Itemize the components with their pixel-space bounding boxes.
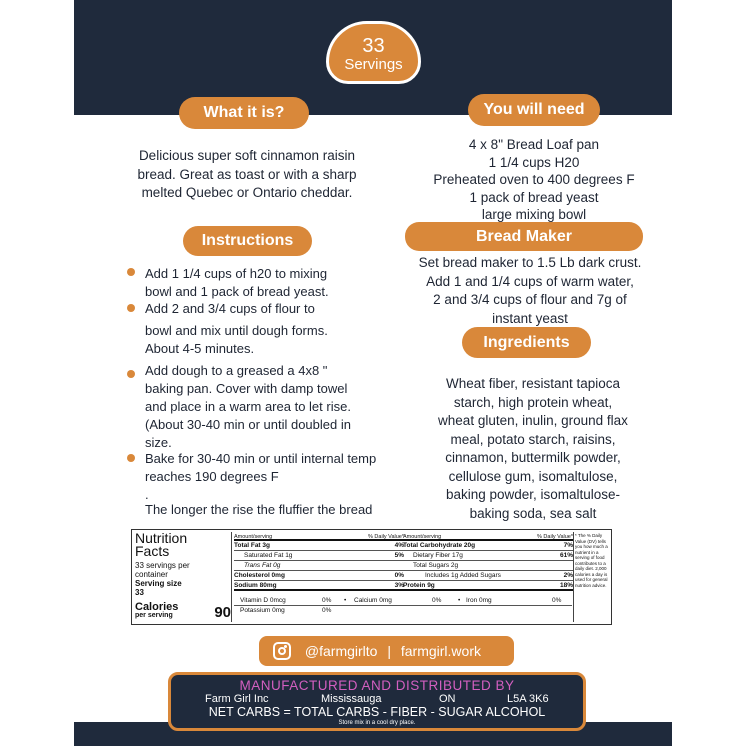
company-name: Farm Girl Inc [205, 693, 269, 705]
amount-header: Amount/serving [403, 534, 442, 540]
province-name: ON [439, 693, 456, 705]
vitamin-rows [234, 596, 572, 616]
instruction-step-3 [145, 362, 385, 452]
nutrient-row [234, 581, 404, 591]
per-serving-label: per serving [135, 612, 173, 619]
step-bullet [127, 370, 135, 378]
servings-number: 33 [362, 35, 385, 57]
nutrient-dv: 61% [559, 552, 573, 559]
manufacturer-address [171, 693, 583, 705]
nutrient-dv: 5% [394, 552, 404, 559]
ingredient-line: wheat gluten, inulin, ground flax [438, 413, 628, 428]
you-will-need-list [410, 136, 658, 224]
vitamin-name: Potassium 0mg [240, 607, 285, 614]
instruction-step-1 [145, 265, 385, 301]
what-it-is-line: melted Quebec or Ontario cheddar. [141, 185, 353, 200]
bread-maker-line: 2 and 3/4 cups of flour and 7g of [433, 292, 627, 307]
vitamin-name: Vitamin D 0mcg [240, 597, 286, 604]
ingredient-line: baking powder, isomaltulose- [445, 487, 621, 502]
nutrient-row [403, 561, 573, 571]
ingredient-line: Wheat fiber, resistant tapioca [445, 376, 621, 391]
container-label: container [135, 570, 168, 579]
nutrient-name: Includes 1g Added Sugars [425, 572, 501, 579]
nutrition-column-header [403, 533, 573, 541]
nutrition-column-header [234, 533, 404, 541]
instagram-icon [273, 642, 291, 660]
nutrition-summary [135, 532, 230, 622]
nutrient-row [234, 561, 404, 571]
nutrient-dv: 7% [563, 542, 573, 549]
nutrient-dv: 18% [559, 582, 573, 589]
daily-value-footnote: * The % Daily Value (DV) tells you how much a nutrient in a serving of food contributes to a daily diet. 2,000 calories a day is used for general nutrition advice. [575, 533, 608, 588]
ingredient-line: meal, potato starch, raisins, [450, 431, 616, 447]
step-bullet [127, 454, 135, 462]
serving-size-label: Serving size [135, 579, 182, 588]
bread-maker-line: instant yeast [492, 310, 568, 326]
bread-maker-line: Set bread maker to 1.5 Lb dark crust. [418, 255, 642, 270]
bread-maker-text [405, 254, 655, 328]
social-divider: | [387, 643, 391, 659]
nutrient-dv: 2% [563, 572, 573, 579]
nutrition-title: Facts [135, 543, 170, 559]
what-it-is-line: bread. Great as toast or with a sharp [137, 166, 357, 182]
nutrition-facts-label [131, 529, 612, 625]
need-item: 1 1/4 cups H20 [488, 154, 580, 170]
calories-row [135, 602, 231, 619]
what-it-is-line: Delicious super soft cinnamon raisin [138, 148, 356, 163]
calories-label: Calories [135, 601, 179, 613]
step-line: Add 1 1/4 cups of h20 to mixing [145, 266, 328, 281]
step-bullet [127, 268, 135, 276]
nutrient-dv: 0% [394, 572, 404, 579]
vitamin-name: Calcium 0mg [354, 597, 392, 604]
nutrient-name: Total Sugars 2g [413, 562, 459, 569]
vitamin-dv: 0% [432, 597, 442, 604]
nutrient-row [234, 551, 404, 561]
instructions-heading: Instructions [183, 226, 312, 256]
what-it-is-text [112, 147, 382, 203]
you-will-need-heading: You will need [468, 94, 600, 126]
nutrition-divider [231, 532, 232, 622]
amount-header: Amount/serving [234, 534, 273, 540]
bread-maker-heading: Bread Maker [405, 222, 643, 251]
nutrition-title: Nutrition [135, 530, 188, 546]
need-item: 4 x 8" Bread Loaf pan [468, 137, 600, 152]
manufacturer-title: MANUFACTURED AND DISTRIBUTED BY [239, 678, 515, 693]
calories-value: 90 [214, 604, 231, 621]
nutrient-dv: 4% [394, 542, 404, 549]
need-item: Preheated oven to 400 degrees F [433, 172, 635, 187]
website-link[interactable]: farmgirl.work [400, 643, 481, 659]
dv-header: % Daily Value* [537, 534, 573, 540]
nutrient-name: Sodium 80mg [234, 582, 277, 589]
step-line: . [145, 487, 149, 502]
nutrition-column-right [403, 533, 573, 591]
nutrient-name: Dietary Fiber 17g [413, 552, 463, 559]
servings-label: Servings [344, 56, 403, 73]
vitamin-row [234, 606, 572, 616]
need-item: 1 pack of bread yeast [469, 189, 599, 205]
nutrition-column-left [234, 533, 404, 591]
postal-code: L5A 3K6 [507, 693, 549, 705]
ingredient-line: starch, high protein wheat, [453, 394, 613, 410]
nutrient-row [403, 541, 573, 551]
step-line: and place in a warm area to let rise. [145, 399, 351, 414]
vitamin-dv: 0% [322, 597, 332, 604]
ingredients-heading: Ingredients [462, 327, 591, 358]
vitamin-dv: 0% [322, 607, 332, 614]
vitamin-dv: 0% [552, 597, 562, 604]
what-it-is-heading: What it is? [179, 97, 309, 129]
social-bar [259, 636, 514, 666]
city-name: Mississauga [321, 693, 382, 705]
step-line: Add dough to a greased a 4x8 " [145, 363, 328, 378]
nutrient-name: Total Carbohydrate 20g [403, 542, 476, 549]
step-line: (About 30-40 min or until doubled in [145, 417, 351, 432]
step-line: About 4-5 minutes. [145, 341, 255, 356]
instagram-handle[interactable]: @farmgirlto [304, 643, 378, 659]
bread-maker-line: Add 1 and 1/4 cups of warm water, [426, 273, 634, 289]
net-carbs-formula: NET CARBS = TOTAL CARBS - FIBER - SUGAR ALCOHOL [208, 705, 546, 719]
dv-header: % Daily Value* [368, 534, 404, 540]
nutrient-row [403, 581, 573, 591]
nutrient-row [234, 571, 404, 581]
step-bullet [127, 304, 135, 312]
servings-badge [326, 21, 421, 84]
nutrient-name: Saturated Fat 1g [244, 552, 293, 559]
manufacturer-box [168, 672, 586, 731]
storage-note: Store mix in a cool dry place. [338, 720, 416, 726]
nutrient-name: Protein 9g [403, 582, 435, 589]
nutrient-row [403, 551, 573, 561]
nutrition-divider [573, 532, 574, 622]
nutrient-row [234, 541, 404, 551]
step-line: Bake for 30-40 min or until internal temp [145, 451, 377, 466]
ingredients-list [420, 375, 646, 523]
ingredient-line: cellulose gum, isomaltulose, [448, 468, 618, 484]
step-line: bowl and 1 pack of bread yeast. [145, 284, 329, 299]
step-line: baking pan. Cover with damp towel [145, 381, 348, 396]
step-line: size. [145, 435, 172, 450]
vitamin-row: Vitamin D 0mcg 0% • Calcium 0mg 0% • Iron 0mg 0% [234, 596, 572, 606]
nutrient-row [403, 571, 573, 581]
step-line: bowl and mix until dough forms. [145, 323, 328, 338]
ingredient-line: cinnamon, buttermilk powder, [445, 450, 621, 465]
step-line: reaches 190 degrees F [145, 469, 279, 484]
step-line: Add 2 and 3/4 cups of flour to [145, 301, 315, 316]
serving-size-value: 33 [135, 588, 144, 597]
nutrient-name: Cholesterol 0mg [234, 572, 285, 579]
ingredient-line: baking soda, sea salt [469, 505, 597, 521]
nutrient-name: Trans Fat 0g [244, 562, 281, 569]
servings-per-container: 33 servings per [135, 561, 190, 570]
closing-note: The longer the rise the fluffier the bread [145, 502, 373, 517]
nutrient-dv: 3% [394, 582, 404, 589]
nutrient-name: Total Fat 3g [234, 542, 270, 549]
instruction-step-4 [145, 450, 385, 504]
instruction-step-2 [145, 300, 385, 358]
need-item: large mixing bowl [481, 207, 587, 222]
vitamin-name: Iron 0mg [466, 597, 492, 604]
